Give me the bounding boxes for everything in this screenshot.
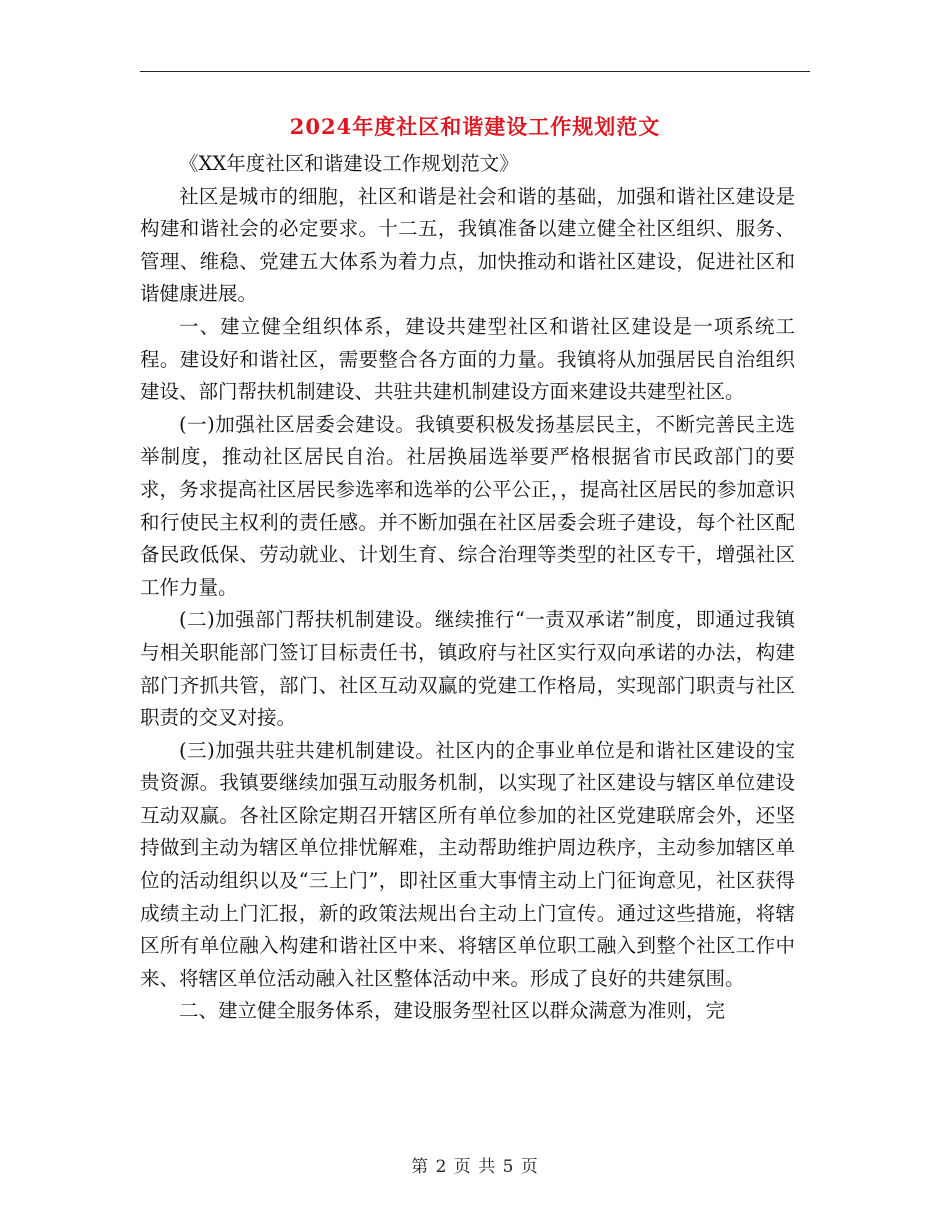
paragraph-item-2: (二)加强部门帮扶机制建设。继续推行“一责双承诺”制度，即通过我镇与相关职能部门签订目标责任书，镇政府与社区实行双向承诺的办法，构建部门齐抓共管，部门、社区互动双赢的党建工作格局，实现部门职责与社区职责的交叉对接。 bbox=[140, 608, 795, 730]
paragraph-item-3: (三)加强共驻共建机制建设。社区内的企事业单位是和谐社区建设的宝贵资源。我镇要继续加强互动服务机制，以实现了社区建设与辖区单位建设互动双赢。各社区除定期召开辖区所有单位参加的社区党建联席会外，还坚持做到主动为辖区单位排忧解难，主动帮助维护周边秩序，主动参加辖区单位的活动组织以及“三上门”，即社区重大事情主动上门征询意见，社区获得成绩主动上门汇报，新的政策法规出台主动上门宣传。通过这些措施，将辖区所有单位融入构建和谐社区中来、将辖区单位职工融入到整个社区工作中来、将辖区单位活动融入社区整体活动中来。形成了良好的共建氛围。 bbox=[140, 738, 795, 990]
paragraph-subtitle: 《XX年度社区和谐建设工作规划范文》 bbox=[179, 152, 519, 175]
document-body bbox=[140, 148, 795, 1028]
document-title: 2024年度社区和谐建设工作规划范文 bbox=[289, 114, 661, 139]
paragraph-section-1: 一、建立健全组织体系，建设共建型社区和谐社区建设是一项系统工程。建设好和谐社区，需要整合各方面的力量。我镇将从加强居民自治组织建设、部门帮扶机制建设、共驻共建机制建设方面来建设共建型社区。 bbox=[140, 314, 795, 404]
paragraph-intro: 社区是城市的细胞，社区和谐是社会和谐的基础，加强和谐社区建设是构建和谐社会的必定要求。十二五，我镇准备以建立健全社区组织、服务、管理、维稳、党建五大体系为着力点，加快推动和谐社区建设，促进社区和谐健康进展。 bbox=[140, 184, 795, 306]
paragraph-section-2: 二、建立健全服务体系，建设服务型社区以群众满意为准则，完 bbox=[179, 999, 726, 1023]
page-number: 第 2 页 共 5 页 bbox=[411, 1157, 539, 1177]
paragraph-item-1: (一)加强社区居委会建设。我镇要积极发扬基层民主，不断完善民主选举制度，推动社区居民自治。社居换届选举要严格根据省市民政部门的要求，务求提高社区居民参选率和选举的公平公正，，提高社区居民的参加意识和行使民主权利的责任感。并不断加强在社区居委会班子建设，每个社区配备民政低保、劳动就业、计划生育、综合治理等类型的社区专干，增强社区工作力量。 bbox=[140, 412, 795, 599]
header-rule bbox=[140, 71, 810, 72]
